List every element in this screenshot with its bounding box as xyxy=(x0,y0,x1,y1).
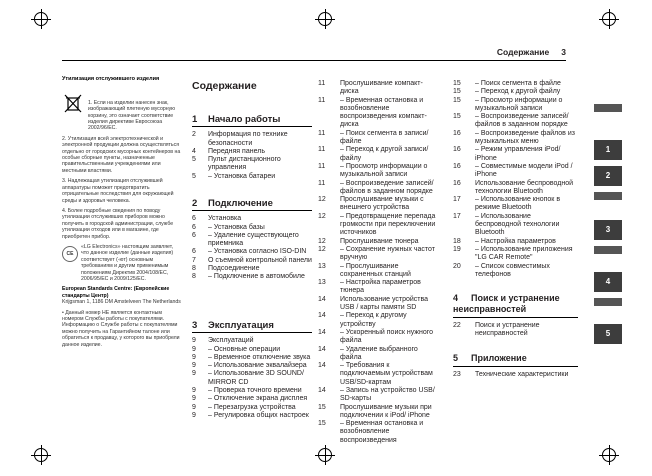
toc-entry-page: 8 xyxy=(192,265,196,273)
section-title: Поиск и устранение неисправностей xyxy=(453,293,560,315)
toc-entry-page: 6 xyxy=(192,231,196,239)
toc-entry-text: – Основные операции xyxy=(208,345,281,353)
toc-entry[interactable] xyxy=(318,362,440,387)
toc-entry-text: – Использование 3D SOUND/ MIRROR CD xyxy=(208,370,304,386)
toc-entry-page: 11 xyxy=(318,162,326,170)
toc-entry[interactable] xyxy=(318,296,440,313)
toc-entry-text: Прослушивание музыки при подключении к iPod/ iPhone xyxy=(340,403,432,419)
toc-entry-text: – Поиск сегмента в записи/ файле xyxy=(340,129,429,146)
toc-entry-page: 4 xyxy=(192,147,196,155)
toc-entry-page: 11 xyxy=(318,129,326,137)
toc-entry[interactable] xyxy=(192,412,312,420)
toc-entry[interactable] xyxy=(318,346,440,363)
registration-mark xyxy=(602,448,616,462)
toc-entry-text: – Сохранение нужных частот вручную xyxy=(340,245,435,262)
toc-entry[interactable] xyxy=(192,148,312,156)
toc-entry[interactable] xyxy=(318,80,440,97)
toc-entry-page: 16 xyxy=(453,146,461,154)
toc-entry-page: 13 xyxy=(318,262,326,270)
eu-centre-title: European Standards Centre: (Европейские стандарты Центр) xyxy=(62,286,170,299)
toc-entry-page: 6 xyxy=(192,223,196,231)
header-rule xyxy=(62,60,566,61)
toc-entry-text: – Удаление существующего приемника xyxy=(208,231,299,248)
toc-entry-page: 14 xyxy=(318,328,326,336)
toc-entry-text: – Просмотр информации о музыкальной записи xyxy=(475,96,563,112)
section-number: 5 xyxy=(453,352,459,363)
toc-entry-page: 11 xyxy=(318,146,326,154)
toc-entry[interactable] xyxy=(192,215,312,223)
tab-stub xyxy=(594,104,622,112)
toc-entry-text: О съемной контрольной панели xyxy=(208,256,312,264)
toc-entry[interactable] xyxy=(318,146,440,163)
toc-entry-page: 2 xyxy=(192,131,196,139)
toc-entry-text: – Предотвращение перепада громкости при переключении источников xyxy=(340,212,436,237)
toc-entry-page: 23 xyxy=(453,370,461,378)
toc-entry-page: 11 xyxy=(318,179,326,187)
toc-entry-text: Передняя панель xyxy=(208,147,265,155)
toc-entry-text: Прослушивание компакт-диска xyxy=(340,80,423,96)
toc-entry[interactable] xyxy=(318,246,440,263)
disposal-p2: 2. Утилизация всей электротехнической и электронной продукции должна осуществляться отдельно от городских мусорных контейнеров на особые сборные пункты, назначенные правительственными учреждениями или местными властями. xyxy=(62,135,181,174)
toc-entry[interactable] xyxy=(318,97,440,130)
toc-entry[interactable] xyxy=(318,387,440,404)
toc-entry-page: 9 xyxy=(192,345,196,353)
toc-entry-page: 9 xyxy=(192,362,196,370)
section-5-header xyxy=(453,353,578,367)
toc-entry-text: Поиск и устранение неисправностей xyxy=(475,322,540,338)
toc-entry-page: 11 xyxy=(318,80,326,87)
toc-entry[interactable] xyxy=(192,387,312,395)
toc-entry[interactable] xyxy=(318,180,440,197)
toc-entry-text: – Перезагрузка устройства xyxy=(208,403,296,411)
toc-entry-text: – Список совместимых телефонов xyxy=(475,262,550,278)
page-header xyxy=(485,47,566,57)
toc-entry-page: 14 xyxy=(318,345,326,353)
toc-entry[interactable] xyxy=(453,213,578,238)
chapter-tab-1[interactable]: 1 xyxy=(594,140,622,160)
toc-entry-page: 17 xyxy=(453,196,461,204)
disposal-p1: 1. Если на изделии нанесен знак, изображающий плетеную мусорную корзину, это означает соответствие изделия директиве Евросоюза 2002/96/ЕС. xyxy=(88,99,176,132)
toc-entry-page: 9 xyxy=(192,395,196,403)
toc-entry-page: 19 xyxy=(453,245,461,253)
toc-entry[interactable] xyxy=(192,156,312,173)
toc-entry-page: 15 xyxy=(453,113,461,121)
section-number: 1 xyxy=(192,114,198,125)
section-number: 4 xyxy=(453,293,459,304)
toc-entry-page: 8 xyxy=(192,273,196,281)
toc-entry[interactable] xyxy=(192,395,312,403)
toc-entry-page: 12 xyxy=(318,196,326,204)
toc-entry-text: – Использование кнопок в режиме Bluetooth xyxy=(475,196,561,212)
toc-entry[interactable] xyxy=(192,248,312,256)
chapter-tab-3[interactable]: 3 xyxy=(594,220,622,240)
toc-entry-page: 12 xyxy=(318,212,326,220)
lg-text: «LG Electronics» настоящим заявляет, что данное изделие (данные изделия) соответствует (-ют) основным требованиям и другим применимым положениям Директив 2004/108/EC, 2006/95/EC и 2009/125/EC. xyxy=(81,243,174,282)
toc-entry[interactable] xyxy=(318,404,440,421)
toc-entry-page: 9 xyxy=(192,353,196,361)
disposal-p4: 4. Более подробные сведения по поводу утилизации отслуживших приборов можно получить в городской администрации, службе утилизации отходов или в магазине, где приобретен прибор. xyxy=(62,207,174,240)
toc-entry-page: 18 xyxy=(453,237,461,245)
chapter-tab-4[interactable]: 4 xyxy=(594,272,622,292)
toc-column-3 xyxy=(318,80,440,445)
section-4-header xyxy=(453,293,578,318)
eu-centre-address: Krijgsman 1, 1186 DM Amstelveen The Netherlands xyxy=(62,299,181,306)
toc-entry-text: – Воспроизведение записей/ файлов в заданном порядке xyxy=(340,179,434,195)
disposal-block xyxy=(62,92,182,131)
toc-entry-text: – Требования к подключаемым устройствам USB/SD-картам xyxy=(340,362,433,386)
toc-entry-page: 9 xyxy=(192,411,196,419)
tab-stub xyxy=(594,298,622,306)
toc-entry-page: 22 xyxy=(453,322,461,330)
toc-entry-text: – Использование беспроводной технологии Bluetooth xyxy=(475,212,560,237)
toc-entry-text: Установка xyxy=(208,215,242,223)
toc-entry[interactable] xyxy=(192,354,312,362)
toc-entry[interactable] xyxy=(453,163,578,180)
toc-entry-page: 15 xyxy=(453,80,461,87)
toc-entry-page: 9 xyxy=(192,403,196,411)
toc-entry[interactable] xyxy=(318,312,440,329)
toc-entry-page: 5 xyxy=(192,156,196,164)
toc-entry-page: 6 xyxy=(192,215,196,223)
tab-stub xyxy=(594,192,622,200)
registration-mark xyxy=(34,12,48,26)
toc-entry[interactable] xyxy=(192,173,312,181)
header-title: Содержание xyxy=(496,47,550,57)
toc-entry-text: – Отключение экрана дисплея xyxy=(208,395,308,403)
toc-entry[interactable] xyxy=(453,180,578,197)
toc-entry-page: 17 xyxy=(453,212,461,220)
toc-entry-page: 6 xyxy=(192,248,196,256)
toc-section-3 xyxy=(192,322,312,420)
toc-entry-text: – Временная остановка и возобновление воспроизведения компакт-диска xyxy=(340,96,427,129)
toc-entry-text: Прослушивание тюнера xyxy=(340,237,419,245)
toc-entry-text: – Совместимые модели iPod / iPhone xyxy=(475,162,573,179)
toc-entry-page: 15 xyxy=(318,403,326,411)
toc-entry[interactable] xyxy=(453,246,578,263)
toc-entry-page: 7 xyxy=(192,256,196,264)
disposal-p3: 3. Надлежащая утилизация отслужившей аппаратуры поможет предотвратить отрицательные последствия для окружающей среды и здоровья человека. xyxy=(62,178,174,204)
registration-mark xyxy=(602,12,616,26)
toc-entry-text: – Удаление выбранного файла xyxy=(340,345,418,361)
toc-entry-text: – Настройка параметров xyxy=(475,237,556,245)
toc-entry[interactable] xyxy=(192,370,312,387)
toc-entry-page: 15 xyxy=(318,420,326,428)
toc-entry-text: – Настройка параметров тюнера xyxy=(340,279,421,295)
toc-entry-text: – Поиск сегмента в файле xyxy=(475,80,561,87)
registration-mark xyxy=(318,12,332,26)
tab-stub xyxy=(594,246,622,254)
section-title: Подключение xyxy=(208,198,273,209)
toc-entry[interactable] xyxy=(318,263,440,280)
toc-entry[interactable] xyxy=(318,130,440,147)
toc-entry[interactable] xyxy=(192,273,312,281)
toc-entry-text: – Переход к другому устройству xyxy=(340,312,407,328)
toc-entry[interactable] xyxy=(453,88,578,96)
section-title: Начало работы xyxy=(208,114,281,125)
disposal-column xyxy=(62,76,182,352)
toc-entry[interactable] xyxy=(453,130,578,147)
toc-entry[interactable] xyxy=(318,163,440,180)
toc-entry-text: Использование устройства USB / карты памяти SD xyxy=(340,295,429,312)
section-title: Эксплуатация xyxy=(208,320,274,331)
toc-title: Содержание xyxy=(192,80,257,92)
toc-entry-page: 11 xyxy=(318,96,326,104)
toc-entry-text: – Установка согласно ISO-DIN xyxy=(208,248,307,256)
toc-entry-page: 13 xyxy=(318,279,326,287)
toc-section-2 xyxy=(192,200,312,282)
toc-entry-page: 16 xyxy=(453,179,461,187)
chapter-tab-5[interactable]: 5 xyxy=(594,324,622,344)
toc-entry-page: 9 xyxy=(192,387,196,395)
toc-entry-text: – Использование эквалайзера xyxy=(208,362,307,370)
toc-entry-page: 9 xyxy=(192,337,196,345)
toc-entry-text: Пульт дистанционного управления xyxy=(208,156,281,172)
toc-entry-page: 14 xyxy=(318,386,326,394)
toc-entry-text: – Подключение в автомобиле xyxy=(208,273,305,281)
toc-entry-text: – Воспроизведение записей/ файлов в заданном порядке xyxy=(475,113,569,129)
toc-entry-text: – Воспроизведение файлов из музыкальных меню xyxy=(475,129,575,146)
toc-entry-page: 12 xyxy=(318,245,326,253)
lg-declaration xyxy=(62,244,182,286)
disposal-title: Утилизация отслужившего изделия xyxy=(62,76,160,82)
toc-entry[interactable] xyxy=(453,113,578,130)
toc-entry[interactable] xyxy=(192,257,312,265)
toc-entry[interactable] xyxy=(192,362,312,370)
toc-entry-page: 15 xyxy=(453,88,461,96)
toc-entry-text: – Проверка точного времени xyxy=(208,387,302,395)
toc-entry-text: – Режим управления iPod/ iPhone xyxy=(475,146,561,162)
toc-entry[interactable] xyxy=(318,279,440,296)
toc-entry[interactable] xyxy=(318,213,440,238)
section-number: 2 xyxy=(192,198,198,209)
section-number: 3 xyxy=(192,320,198,331)
toc-section-1 xyxy=(192,116,312,181)
toc-entry-text: – Временная остановка и возобновление воспроизведения xyxy=(340,420,424,444)
crossed-bin-icon xyxy=(62,92,84,114)
toc-entry[interactable] xyxy=(318,238,440,246)
toc-entry-page: 14 xyxy=(318,362,326,370)
toc-entry[interactable] xyxy=(453,97,578,114)
toc-entry-text: – Переход к другой записи/ файлу xyxy=(340,146,429,162)
section-title: Приложение xyxy=(471,352,527,363)
toc-entry-text: – Установка базы xyxy=(208,223,265,231)
toc-entry-page: 5 xyxy=(192,172,196,180)
toc-entry-text: – Переход к другой файлу xyxy=(475,88,561,96)
toc-entry-text: Информация по технике безопасности xyxy=(208,131,288,147)
toc-entry[interactable] xyxy=(318,196,440,213)
registration-mark xyxy=(318,448,332,462)
toc-entry-page: 12 xyxy=(318,237,326,245)
toc-entry[interactable] xyxy=(453,263,578,280)
toc-entry-text: – Установка батареи xyxy=(208,172,276,180)
toc-entry-text: Прослушивание музыки с внешнего устройства xyxy=(340,196,424,212)
toc-entry[interactable] xyxy=(453,146,578,163)
toc-entry[interactable] xyxy=(192,337,312,345)
toc-entry-text: – Запись на устройство USB/ SD-карты xyxy=(340,386,435,403)
toc-entry[interactable] xyxy=(192,404,312,412)
registration-mark xyxy=(34,448,48,462)
toc-entry-page: 14 xyxy=(318,295,326,303)
toc-entry-text: Технические характеристики xyxy=(475,370,569,378)
toc-entry[interactable] xyxy=(192,232,312,249)
toc-entry-text: – Прослушивание сохраненных станций xyxy=(340,262,411,278)
toc-entry-text: – Ускоренный поиск нужного файла xyxy=(340,328,434,345)
toc-entry-text: Использование беспроводной технологии Bluetooth xyxy=(475,179,573,195)
toc-entry[interactable] xyxy=(318,329,440,346)
toc-entry-text: Эксплуатаций xyxy=(208,337,254,345)
toc-entry-text: – Просмотр информации о музыкальной записи xyxy=(340,162,428,179)
toc-entry[interactable] xyxy=(453,322,578,339)
toc-entry[interactable] xyxy=(192,346,312,354)
toc-entry[interactable] xyxy=(453,371,578,379)
toc-entry-page: 20 xyxy=(453,262,461,270)
toc-entry-page: 15 xyxy=(453,96,461,104)
toc-entry-text: – Временное отключение звука xyxy=(208,353,311,361)
toc-entry-text: – Использование приложения "LG CAR Remote" xyxy=(475,245,573,262)
page-number: 3 xyxy=(561,47,566,57)
toc-entry-text: – Регулировка общих настроек xyxy=(208,411,309,419)
toc-entry-text: Подсоединение xyxy=(208,265,260,273)
toc-entry[interactable] xyxy=(192,224,312,232)
toc-entry[interactable] xyxy=(453,238,578,246)
toc-entry-page: 16 xyxy=(453,129,461,137)
toc-entry-page: 9 xyxy=(192,370,196,378)
toc-entry[interactable] xyxy=(192,131,312,148)
toc-entry-page: 16 xyxy=(453,162,461,170)
toc-entry[interactable] xyxy=(318,420,440,445)
toc-column-4 xyxy=(453,80,578,379)
service-note: • Данный номер НЕ является контактным номером Службы работы с покупателями. Информацию о Службе работы с покупателями можно получить на Гарантийном талоне или обратиться к продавцу, у которого вы приобрели данное изделие. xyxy=(62,309,180,348)
toc-entry-page: 14 xyxy=(318,312,326,320)
toc-entry[interactable] xyxy=(453,196,578,213)
ce-mark-icon: CE xyxy=(62,246,78,262)
chapter-tab-2[interactable]: 2 xyxy=(594,166,622,186)
